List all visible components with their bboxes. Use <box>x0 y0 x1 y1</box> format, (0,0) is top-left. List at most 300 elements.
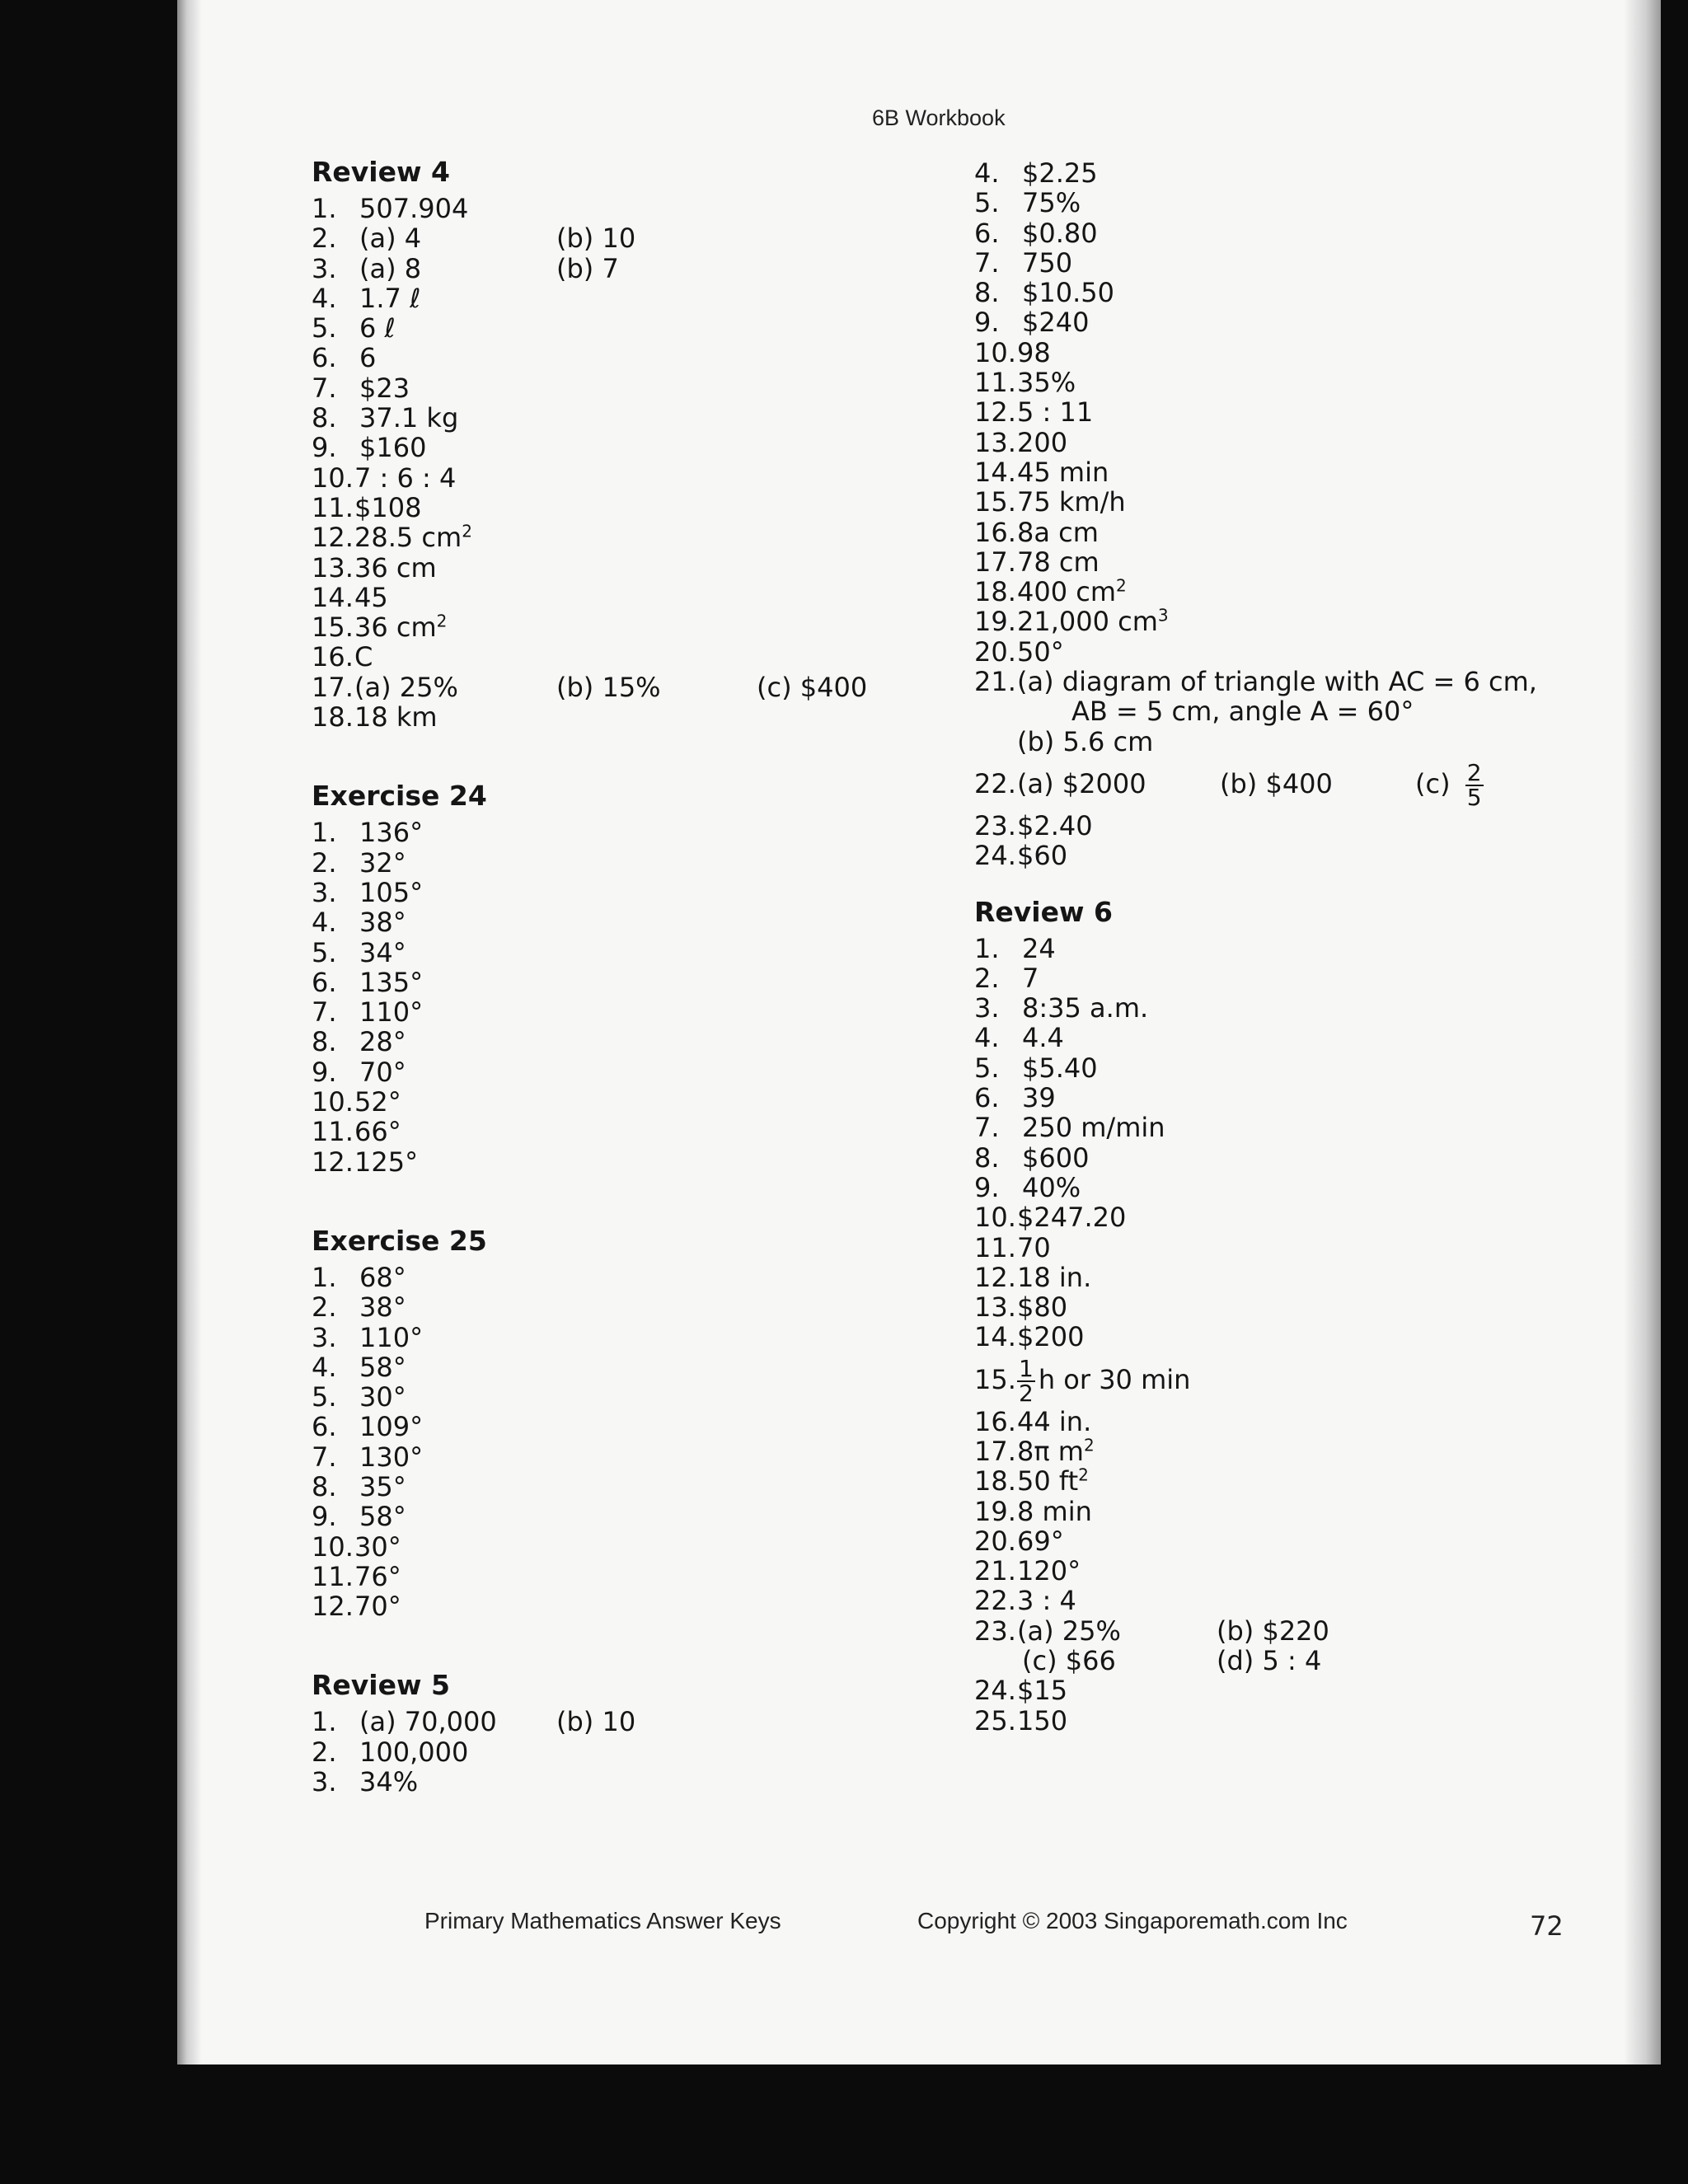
item-answer-text: 8π m <box>1017 1435 1084 1467</box>
item-answer <box>1022 1053 1098 1083</box>
item-number: 1. <box>974 932 1000 964</box>
item-answer-text: 7 <box>1022 962 1039 994</box>
list-item <box>312 403 938 433</box>
list-item <box>312 284 938 313</box>
list-item <box>974 1173 1551 1202</box>
item-answer <box>354 1117 401 1146</box>
item-answer <box>1017 607 1169 636</box>
item-answer <box>359 313 396 343</box>
item-number: 6. <box>974 217 1000 249</box>
list-item <box>312 878 938 907</box>
item-answer <box>359 403 458 433</box>
list-item <box>974 1706 1551 1736</box>
item-number: 12. <box>974 396 1016 429</box>
list-item <box>312 1591 938 1621</box>
list-item <box>974 1113 1551 1142</box>
list-item <box>312 1352 938 1382</box>
item-number: 21. <box>974 666 1016 698</box>
item-answer-text: 30° <box>359 1381 406 1413</box>
item-answer <box>1017 1233 1051 1263</box>
list-item <box>974 1497 1551 1526</box>
item-number: 10. <box>974 1202 1016 1234</box>
item-answer <box>1022 1083 1056 1113</box>
item-answer-text: 35° <box>359 1470 406 1502</box>
item-answer <box>1017 368 1076 397</box>
item-answer-text: 36 cm <box>354 551 437 583</box>
list-item <box>974 248 1551 278</box>
item-number: 5. <box>312 312 337 344</box>
item-answer-text: 75% <box>1022 187 1081 219</box>
item-answer <box>359 1352 406 1382</box>
item-number: 6. <box>312 342 337 374</box>
item-answer <box>359 284 420 313</box>
item-answer <box>359 223 421 253</box>
list-item <box>312 1767 938 1797</box>
item-answer <box>359 1472 406 1502</box>
item-answer-continued: AB = 5 cm, angle A = 60° <box>1071 696 1414 728</box>
list-item <box>312 433 938 462</box>
exercise-25-title: Exercise 25 <box>312 1224 487 1257</box>
exercise-24-section <box>312 775 938 1177</box>
item-answer-d: (d) 5 : 4 <box>1217 1645 1322 1677</box>
item-answer-text: 40% <box>1022 1171 1081 1203</box>
item-number: 2. <box>312 223 337 255</box>
item-number: 15. <box>974 486 1016 518</box>
fraction-numerator: 2 <box>1466 758 1482 786</box>
item-number: 19. <box>974 1495 1016 1527</box>
item-number: 11. <box>312 491 354 523</box>
item-answer <box>1022 218 1098 248</box>
review-6-list <box>974 934 1551 1352</box>
item-answer-text: 507.904 <box>359 193 469 224</box>
list-item <box>312 343 938 373</box>
list-item <box>974 811 1551 841</box>
item-number: 11. <box>312 1560 354 1592</box>
item-number: 7. <box>974 1112 1000 1144</box>
item-number: 3. <box>312 1766 337 1798</box>
item-answer-text: 76° <box>354 1560 401 1592</box>
item-answer-text: 36 cm <box>354 612 437 644</box>
item-answer <box>354 523 472 552</box>
item-answer-text: 52° <box>354 1086 401 1118</box>
list-item <box>312 702 938 732</box>
item-answer <box>359 1767 418 1797</box>
item-answer-text: $0.80 <box>1022 217 1098 249</box>
footer-copyright: Copyright © 2003 Singaporemath.com Inc <box>917 1908 1348 1933</box>
review-5-list-left <box>312 1707 938 1797</box>
list-item <box>974 338 1551 368</box>
item-answer <box>359 1412 423 1441</box>
item-answer-text: (a) 25% <box>354 671 458 703</box>
item-answer-text: 34% <box>359 1766 419 1798</box>
item-answer <box>1017 1466 1089 1496</box>
list-item <box>974 667 1551 696</box>
item-answer <box>1017 841 1067 870</box>
list-item-continued <box>974 1646 1551 1675</box>
item-answer <box>1017 1352 1190 1407</box>
item-answer <box>1022 1023 1064 1052</box>
item-answer <box>359 907 406 937</box>
list-item <box>312 463 938 493</box>
item-answer-text: 5 : 11 <box>1017 396 1094 429</box>
item-number: 13. <box>974 426 1016 458</box>
item-number: 3. <box>312 252 337 284</box>
item-answer <box>359 1737 468 1767</box>
item-answer-text: (a) 8 <box>359 252 422 284</box>
item-answer <box>1017 577 1127 607</box>
item-answer-text: 8 min <box>1017 1495 1092 1527</box>
item-answer-text: 44 in. <box>1017 1405 1092 1437</box>
item-answer: (a) diagram of triangle with AC = 6 cm, <box>1017 666 1537 698</box>
item-answer-text: $240 <box>1022 307 1090 339</box>
item-number: 10. <box>974 336 1016 368</box>
list-item <box>974 1263 1551 1292</box>
item-answer-text: 4.4 <box>1022 1022 1064 1054</box>
item-answer-text: $160 <box>359 432 427 464</box>
item-number: 5. <box>312 936 337 968</box>
item-answer-text: 69° <box>1017 1525 1064 1557</box>
item-answer <box>1022 278 1114 307</box>
review-5-title: Review 5 <box>312 1669 450 1702</box>
item-answer-text: 1.7 ℓ <box>359 282 421 314</box>
item-answer-text: 70° <box>354 1591 401 1623</box>
item-answer <box>1017 1322 1084 1352</box>
item-answer-text: 130° <box>359 1441 424 1473</box>
list-item <box>312 1292 938 1322</box>
item-answer-b: (b) $400 <box>1220 767 1333 799</box>
list-item <box>312 1057 938 1087</box>
left-column <box>312 151 938 1840</box>
list-item <box>974 397 1551 427</box>
list-item <box>974 1586 1551 1615</box>
list-item <box>312 493 938 523</box>
item-answer-text: 250 m/min <box>1022 1112 1165 1144</box>
list-item <box>312 1707 938 1736</box>
list-item <box>312 642 938 672</box>
exercise-24-list <box>312 818 938 1177</box>
item-answer-text: 58° <box>359 1501 406 1533</box>
item-number: 2. <box>312 846 337 879</box>
list-item <box>974 1083 1551 1113</box>
item-number: 3. <box>312 1321 337 1353</box>
right-column <box>974 158 1551 1779</box>
list-item <box>974 1202 1551 1232</box>
list-item <box>974 934 1551 963</box>
item-answer <box>1022 188 1081 218</box>
list-item <box>312 848 938 878</box>
footer-title: Primary Mathematics Answer Keys <box>424 1908 781 1933</box>
item-number: 20. <box>974 1525 1016 1557</box>
list-item <box>974 1556 1551 1586</box>
item-answer-c <box>1415 757 1487 811</box>
item-answer-text: 38° <box>359 907 406 939</box>
item-answer <box>1017 428 1067 457</box>
superscript: 2 <box>462 521 472 541</box>
review-5-section <box>312 1664 938 1797</box>
list-item <box>312 938 938 968</box>
item-answer-text: 50° <box>1017 635 1064 668</box>
item-number: 12. <box>312 1146 354 1178</box>
item-number: 2. <box>974 962 1000 994</box>
list-item <box>974 1675 1551 1705</box>
item-answer-b: (b) 10 <box>556 1706 636 1738</box>
item-answer <box>1022 934 1056 963</box>
item-answer <box>359 373 410 403</box>
item-answer <box>354 463 456 493</box>
item-answer <box>359 878 423 907</box>
item-answer-text: 150 <box>1017 1704 1068 1736</box>
item-number: 13. <box>312 551 354 583</box>
item-number: 6. <box>312 1411 337 1443</box>
item-number: 3. <box>312 876 337 908</box>
list-item <box>974 188 1551 218</box>
list-item <box>312 523 938 552</box>
item-answer-text: 30° <box>354 1530 401 1563</box>
item-number: 17. <box>974 546 1016 578</box>
item-answer-b: (b) 7 <box>556 252 619 284</box>
item-answer-text: 28.5 cm <box>354 522 462 554</box>
fraction <box>1465 758 1484 811</box>
item-answer <box>359 1057 406 1087</box>
list-item <box>974 307 1551 337</box>
item-answer <box>354 702 438 732</box>
list-item <box>312 818 938 847</box>
item-number: 11. <box>974 1231 1016 1263</box>
item-number: 23. <box>974 1615 1016 1647</box>
item-number: 4. <box>974 157 1000 189</box>
item-number: 23. <box>974 809 1016 841</box>
item-number: 17. <box>312 671 354 703</box>
item-answer <box>1017 1586 1076 1615</box>
item-answer <box>354 553 437 583</box>
list-item <box>312 1532 938 1562</box>
item-answer-text: 75 km/h <box>1017 486 1126 518</box>
item-answer <box>1017 1263 1091 1292</box>
list-item <box>974 1407 1551 1436</box>
item-number: 4. <box>312 282 337 314</box>
item-answer <box>1022 993 1148 1023</box>
item-number: 7. <box>312 996 337 1029</box>
item-number: 9. <box>312 1501 337 1533</box>
item-answer <box>359 343 376 373</box>
list-item-continued <box>974 696 1551 726</box>
review-4-section <box>312 151 938 732</box>
item-number: 16. <box>312 641 354 673</box>
item-number: 9. <box>974 1171 1000 1203</box>
item-answer-text: 78 cm <box>1017 546 1100 578</box>
list-item <box>974 1233 1551 1263</box>
superscript: 2 <box>1083 1435 1095 1455</box>
list-item <box>312 612 938 642</box>
item-answer <box>354 1087 401 1117</box>
item-answer-text: 35% <box>1017 367 1076 399</box>
item-answer-text: $60 <box>1017 840 1068 872</box>
item-number: 3. <box>974 992 1000 1024</box>
list-item <box>312 1147 938 1177</box>
item-answer <box>1017 1556 1081 1586</box>
list-item <box>974 1616 1551 1646</box>
item-number: 22. <box>974 767 1016 799</box>
list-item <box>312 1737 938 1767</box>
item-answer-text: 68° <box>359 1261 406 1293</box>
item-answer <box>359 1292 406 1322</box>
item-answer-text: 136° <box>359 817 424 849</box>
item-number: 16. <box>974 1405 1016 1437</box>
list-item <box>974 1352 1551 1407</box>
item-answer <box>359 433 426 462</box>
list-item <box>974 428 1551 457</box>
fraction-numerator: 1 <box>1019 1354 1034 1382</box>
item-answer <box>1017 338 1051 368</box>
item-answer-text: 21,000 cm <box>1017 606 1158 638</box>
item-answer <box>1017 547 1100 577</box>
review-6-section <box>974 891 1551 1736</box>
item-answer-text: 120° <box>1017 1555 1081 1587</box>
list-item <box>974 1023 1551 1052</box>
item-answer <box>1017 1706 1067 1736</box>
item-number: 4. <box>974 1022 1000 1054</box>
item-answer-text: 135° <box>359 966 424 998</box>
item-answer <box>1017 397 1093 427</box>
item-answer <box>359 194 468 223</box>
item-answer <box>1017 1675 1067 1705</box>
item-answer-text: 18 in. <box>1017 1261 1092 1293</box>
item-answer <box>354 1591 401 1621</box>
item-number: 8. <box>974 277 1000 309</box>
review-5-list-tail <box>974 811 1551 871</box>
item-number: 17. <box>974 1435 1016 1467</box>
item-number: 18. <box>974 576 1016 608</box>
item-answer <box>359 818 423 847</box>
item-answer-text: 105° <box>359 876 424 908</box>
item-number: 10. <box>312 462 354 494</box>
review-6-list-tail <box>974 1675 1551 1736</box>
item-answer <box>354 642 373 672</box>
item-answer <box>359 1442 423 1472</box>
item-answer-text: 98 <box>1017 336 1051 368</box>
item-answer <box>354 612 447 642</box>
list-item <box>974 518 1551 547</box>
item-answer-text: 18 km <box>354 701 438 733</box>
item-answer-text: $108 <box>354 491 422 523</box>
list-item <box>974 757 1551 811</box>
item-answer-text: 28° <box>359 1026 406 1058</box>
item-answer <box>1017 637 1064 667</box>
list-item <box>974 1526 1551 1556</box>
item-number: 24. <box>974 840 1016 872</box>
item-answer-text: 6 <box>359 342 377 374</box>
item-number: 12. <box>974 1261 1016 1293</box>
item-answer-text: 100,000 <box>359 1736 469 1768</box>
list-item <box>974 607 1551 636</box>
list-item <box>312 1382 938 1412</box>
list-item <box>974 637 1551 667</box>
superscript: 2 <box>436 611 448 631</box>
list-item <box>974 963 1551 993</box>
item-number: 6. <box>974 1082 1000 1114</box>
item-answer-text: $10.50 <box>1022 277 1114 309</box>
list-item <box>312 373 938 403</box>
page-header: 6B Workbook <box>872 105 1006 130</box>
list-item <box>312 1263 938 1292</box>
item-answer-text: 8a cm <box>1017 516 1099 548</box>
item-answer-c: (c) $66 <box>1022 1645 1116 1677</box>
fraction <box>1017 1354 1035 1407</box>
item-answer <box>1022 307 1089 337</box>
item-answer-a: (a) $2000 <box>1017 767 1146 799</box>
list-item <box>974 1322 1551 1352</box>
superscript: 3 <box>1157 605 1169 626</box>
list-item <box>974 1053 1551 1083</box>
list-item <box>312 907 938 937</box>
item-answer <box>1017 457 1109 487</box>
list-item <box>974 993 1551 1023</box>
list-item <box>974 368 1551 397</box>
item-answer <box>359 938 406 968</box>
item-number: 18. <box>974 1465 1016 1497</box>
item-answer <box>359 997 423 1027</box>
item-number: 2. <box>312 1736 337 1768</box>
item-number: 11. <box>312 1116 354 1148</box>
item-number: 15. <box>312 612 354 644</box>
list-item <box>312 968 938 997</box>
item-answer <box>359 254 421 284</box>
item-answer <box>1017 1292 1067 1322</box>
item-answer-text: $247.20 <box>1017 1202 1127 1234</box>
item-number: 12. <box>312 522 354 554</box>
item-answer <box>1017 518 1099 547</box>
item-number: 11. <box>974 367 1016 399</box>
item-number: 22. <box>974 1585 1016 1617</box>
item-number: 19. <box>974 606 1016 638</box>
item-answer <box>359 1263 406 1292</box>
item-answer-a: (a) 25% <box>1017 1615 1121 1647</box>
item-answer-text: $2.25 <box>1022 157 1098 189</box>
item-number: 13. <box>974 1291 1016 1324</box>
item-answer <box>1022 248 1072 278</box>
item-answer <box>1017 1202 1126 1232</box>
item-answer <box>1022 158 1098 188</box>
item-answer-text: 200 <box>1017 426 1068 458</box>
list-item <box>312 1087 938 1117</box>
fraction-denominator: 2 <box>1019 1379 1034 1407</box>
item-answer-b: (b) 10 <box>556 223 636 255</box>
item-number: 14. <box>312 581 354 613</box>
item-answer <box>359 1323 423 1352</box>
item-number: 16. <box>974 516 1016 548</box>
list-item <box>312 1442 938 1472</box>
item-number: 24. <box>974 1675 1016 1707</box>
list-item <box>312 1562 938 1591</box>
item-number: 7. <box>312 372 337 404</box>
item-answer <box>1017 1497 1092 1526</box>
item-answer-text: (a) 4 <box>359 223 422 255</box>
item-number: 1. <box>312 1706 337 1738</box>
item-answer-b: (b) $220 <box>1217 1615 1329 1647</box>
page-edge-left <box>177 0 202 2064</box>
list-item <box>974 158 1551 188</box>
item-answer <box>359 968 423 997</box>
item-answer-text: 50 ft <box>1017 1465 1079 1497</box>
list-item <box>312 194 938 223</box>
list-item <box>974 1292 1551 1322</box>
item-number: 8. <box>312 1026 337 1058</box>
exercise-25-section <box>312 1220 938 1622</box>
list-item <box>974 457 1551 487</box>
item-answer <box>1017 1407 1091 1436</box>
item-answer-text: 38° <box>359 1291 406 1324</box>
item-number: 14. <box>974 1321 1016 1353</box>
